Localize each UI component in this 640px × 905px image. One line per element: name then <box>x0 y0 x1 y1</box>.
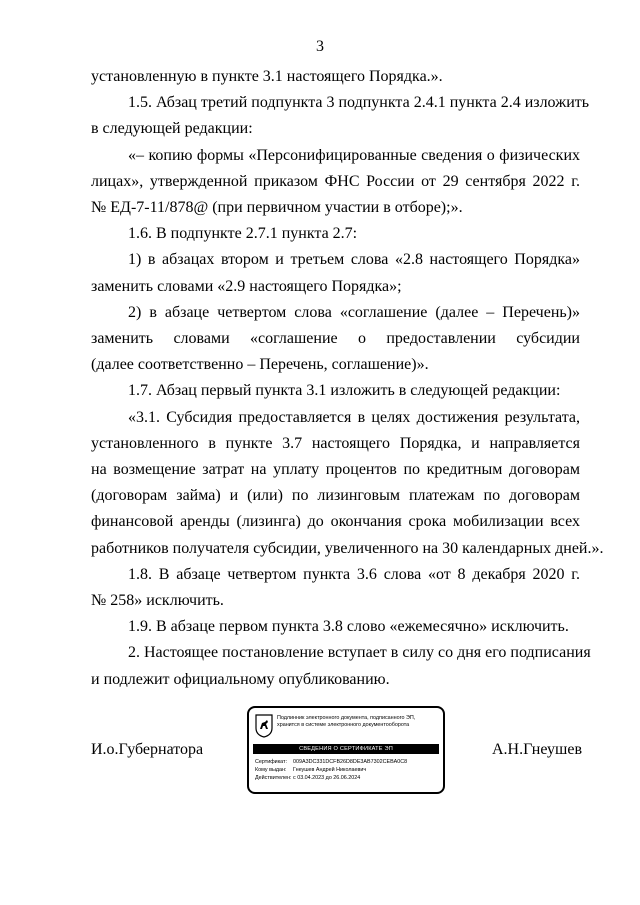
stamp-header-line: хранится в системе электронного документооборота <box>277 722 410 728</box>
stamp-issued-to-value: Гнеушев Андрей Николаевич <box>293 767 367 773</box>
text-line: лицах», утвержденной приказом ФНС России от 29 сентября 2022 г. <box>91 172 580 190</box>
stamp-valid-value: с 03.04.2023 до 26.06.2024 <box>293 775 361 781</box>
text-line: 1.9. В абзаце первом пункта 3.8 слово «ежемесячно» исключить. <box>128 618 569 636</box>
text-line: (договорам займа) и (или) по лизинговым платежам по договорам <box>91 487 580 505</box>
text-line: на возмещение затрат на уплату процентов по кредитным договорам <box>91 461 580 478</box>
stamp-header <box>277 715 439 729</box>
text-line: № ЕД-7-11/878@ (при первичном участии в отборе);». <box>91 199 463 216</box>
text-line: финансовой аренды (лизинга) до окончания срока мобилизации всех <box>91 513 580 531</box>
text-line: заменить словами «2.9 настоящего Порядка»; <box>91 277 402 295</box>
text-line: «– копию формы «Персонифицированные сведения о физических <box>128 146 580 164</box>
text-line: 1.7. Абзац первый пункта 3.1 изложить в следующей редакции: <box>128 382 561 400</box>
signatory-title: И.о.Губернатора <box>91 741 204 758</box>
stamp-issued-to-row <box>255 767 366 774</box>
stamp-valid-label: Действителен: <box>255 775 292 781</box>
text-line: работников получателя субсидии, увеличенного на 30 календарных дней.». <box>91 539 604 557</box>
text-line: 1.6. В подпункте 2.7.1 пункта 2.7: <box>128 225 358 243</box>
electronic-signature-stamp <box>247 706 445 794</box>
text-line: № 258» исключить. <box>91 592 224 609</box>
signatory-name: А.Н.Гнеушев <box>492 741 582 758</box>
text-line: в следующей редакции: <box>91 120 253 138</box>
text-line: и подлежит официальному опубликованию. <box>91 670 390 688</box>
text-line: 1.5. Абзац третий подпункта 3 подпункта 2.4.1 пункта 2.4 изложить <box>128 94 590 112</box>
stamp-certificate-row <box>255 759 407 766</box>
text-line: (далее соответственно – Перечень, соглашение)». <box>91 356 429 374</box>
stamp-issued-to-label: Кому выдан: <box>255 767 287 773</box>
text-line: установленную в пункте 3.1 настоящего Порядка.». <box>91 68 443 85</box>
text-line: 2. Настоящее постановление вступает в силу со дня его подписания <box>128 644 591 662</box>
text-line: «3.1. Субсидия предоставляется в целях достижения результата, <box>128 408 580 426</box>
stamp-certificate-label: Сертификат: <box>255 759 288 765</box>
text-line: 1) в абзацах втором и третьем слова «2.8 настоящего Порядка» <box>128 251 580 269</box>
stamp-header-line: Подлинник электронного документа, подписанного ЭП, <box>277 715 416 721</box>
page-number: 3 <box>316 38 324 55</box>
text-line: установленного в пункте 3.7 настоящего Порядка, и направляется <box>91 434 580 452</box>
text-line: 1.8. В абзаце четвертом пункта 3.6 слова «от 8 декабря 2020 г. <box>128 565 580 583</box>
stamp-title-bar: СВЕДЕНИЯ О СЕРТИФИКАТЕ ЭП <box>253 744 439 754</box>
text-line: заменить словами «соглашение о предоставлении субсидии <box>91 330 580 347</box>
text-line: 2) в абзаце четвертом слова «соглашение (далее – Перечень)» <box>128 303 580 321</box>
coat-of-arms-icon <box>255 714 273 738</box>
stamp-certificate-value: 009A3DC331DCFB26D8DE3AB7302CEBA0C8 <box>293 759 408 765</box>
stamp-valid-row <box>255 775 360 782</box>
